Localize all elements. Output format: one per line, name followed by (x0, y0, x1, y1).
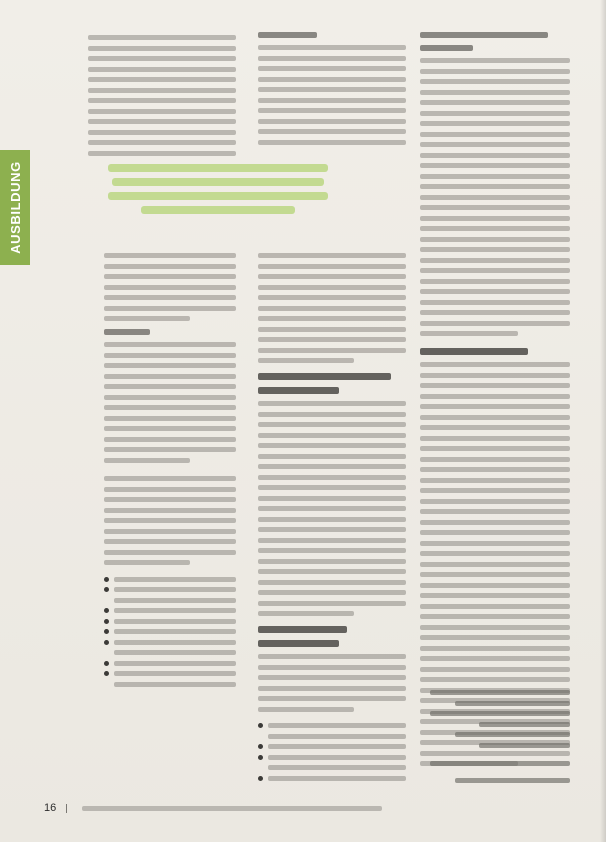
list-item (258, 734, 406, 739)
page-number: 16 (44, 802, 57, 814)
list-item (104, 661, 236, 666)
list-item (104, 650, 236, 655)
list-item (258, 765, 406, 770)
column-1-body (104, 253, 236, 692)
list-item (104, 608, 236, 613)
list-item (104, 629, 236, 634)
column-1-top (88, 35, 236, 161)
column-3 (420, 32, 570, 772)
page-edge-shadow (600, 0, 606, 842)
author-address-block (430, 690, 570, 788)
bullet-list-col2 (258, 723, 406, 781)
bullet-list-col1 (104, 577, 236, 687)
footer-publication (82, 806, 382, 811)
pull-quote (108, 160, 328, 218)
list-item (104, 619, 236, 624)
list-item (104, 587, 236, 592)
list-item (258, 776, 406, 781)
list-item (104, 640, 236, 645)
footer-divider (66, 804, 67, 813)
list-item (258, 744, 406, 749)
lernziele-subheading (104, 329, 150, 335)
section-tab-label: AUSBILDUNG (7, 161, 23, 254)
list-item (104, 598, 236, 603)
list-item (104, 682, 236, 687)
list-item (104, 671, 236, 676)
column-2-top (258, 32, 406, 150)
wahlpflicht-heading (258, 626, 347, 633)
anschluss-heading (420, 348, 528, 355)
list-item (258, 723, 406, 728)
list-item (258, 755, 406, 760)
column-2-body (258, 253, 406, 786)
longitudinal-heading (258, 373, 391, 380)
list-item (104, 577, 236, 582)
section-tab (0, 150, 30, 265)
